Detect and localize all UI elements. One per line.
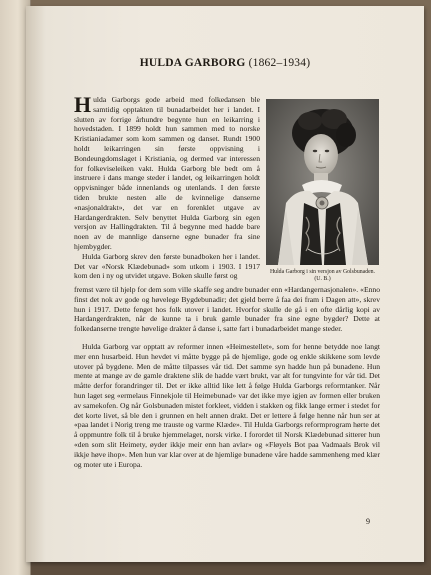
photo-caption: Hulda Garborg i sin versjon av Golsbunaden. (U. B.) <box>269 269 376 282</box>
paragraph-reforms: Hulda Garborg var opptatt av reformer innen «Heimestellet», som for henne betydde noe langt mer enn husarbeid. Hun hevdet vi måtte bygge på de hjemlige, gode og enkle skikkene som levde utover på bygdene. Men de måtte tilpasses vår tid. Det samme syn hadde hun på bunadene. Hun mente at mange av de gamle draktene slik de hadde vært brukt, var alt for tungvinte for vår tid. Det måtte derfor forandringer til. Det er ikke alltid like lett å følge Hulda Garborgs reformtanker. Når hun laget seg «ermelaus Finnekjole til Heimebunad» var det ikke mye igjen av formen eller bruken av samekofen. Og når Golsbunaden mistet forkleet, vidden i stakken og fikk lange ermer i stedet for det korte livet, så ble den i grunnen en helt annen drakt. Det er lettere å følge henne når hun ser at «paa landet i Norig treng me trauste og varme Klæde». Til Hulda Garborgs reformprogram hørte det å oppmuntre folk til å bruke hjemmelaget, norsk virke. I forordet til Norsk Klædebunad sitterer hun «den som slit Heimety, øyder ikkje meir enn han avlar» og «Fløyels Bot paa Vadmaals Brok vil ikkje høve ihop». Men hun var klar over at de hjemlige bunadene våre hadde sammenheng med klær og moter ute i Europa. <box>74 341 380 469</box>
portrait-figure <box>266 99 379 283</box>
drop-cap: H <box>74 92 92 117</box>
paragraph-intro <box>74 92 260 252</box>
left-column <box>74 92 260 281</box>
page-title <box>26 57 424 69</box>
book-page <box>26 6 424 562</box>
title-years: (1862–1934) <box>248 57 311 69</box>
portrait-photo <box>266 99 379 265</box>
paragraph-intro-text: ulda Garborgs gode arbeid med folkedansen ble samtidig opptakten til bunadarbeidet her i landet. I slutten av forrige århundre begynte hun en leikarring i hovedstaden. I 1899 holdt hun sammen med to norske Kristianiadamer som kom sammen og danset. Rundt 1900 holdt leikarringen sin første oppvisning i Bondeungdomslaget i Kristiania, og dermed var interessen for folkeviseleiken vakt. Hulda Garborg ble bedt om å instruere i dans mange steder i landet, og leikarringen holdt oppvisninger både innenlands og utenlands. I den første tiden brukte nesten alle de kvinnelige danserne «nasjonaldrakt», det var en forenklet utgave av Hardangerdrakten. Selv benyttet Hulda Garborg sin egen versjon av Hallingdrakten. Til å begynne med hadde bare noen av de mannlige danserne egne bunader fra sine hjembygder. <box>74 95 260 251</box>
paragraph-book: Hulda Garborg skrev den første bunadboken her i landet. Det var «Norsk Klædebunad» som utkom i 1903. I 1917 kom den i ny og utvidet utgave. Boken skulle først og <box>74 251 260 281</box>
paragraph-continuation: fremst være til hjelp for dem som ville skaffe seg andre bunader enn «Hardangernasjonalen». «Enno finst det nok av gode og høvelege Bygdebunadir; det gjeld berre å faa dei fram i Dagen att», skrev hun i 1917. Dette fenget hos folk utover i landet. Hvorfor skulle de gå i en ofte dårlig kopi av Hardangerdrakten, når de kunne ta i bruk gamle bunader fra sine egne bygder? Dette at folkedanserne trengte høvelige drakter å danse i, satte fart i bunadarbeidet mange steder. <box>74 285 380 334</box>
page-number: 9 <box>366 517 370 526</box>
full-width-body <box>74 285 380 469</box>
paragraph-spacer <box>74 334 380 342</box>
title-name: HULDA GARBORG <box>139 57 246 69</box>
